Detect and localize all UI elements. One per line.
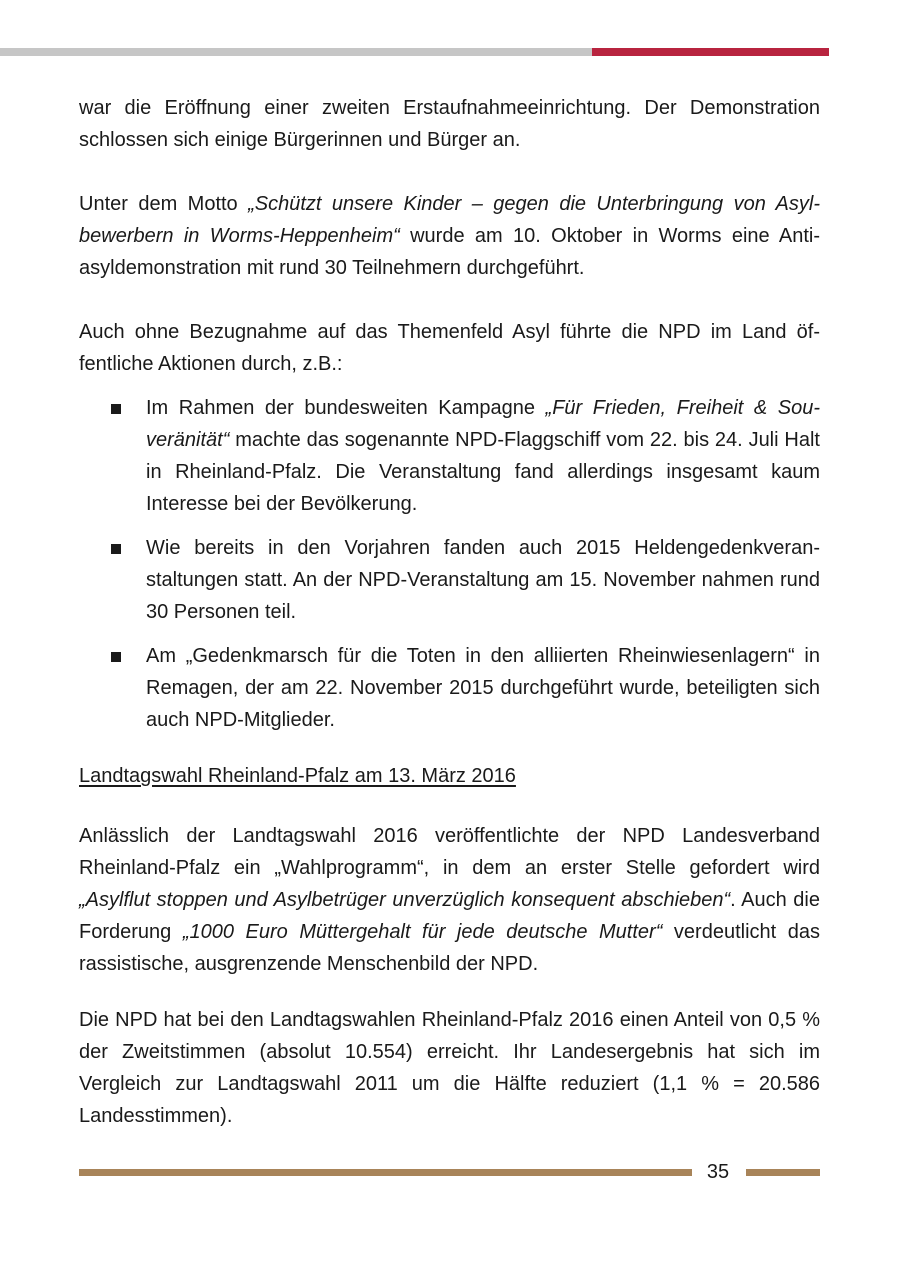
list-item xyxy=(79,640,820,736)
top-rule-red xyxy=(592,48,829,56)
list-item-text: Wie bereits in den Vorjahren fanden auch 2015 Heldengedenkveranstaltungen statt. An der NPD-Veranstaltung am 15. November nahmen rund 30 Personen teil. xyxy=(146,537,820,623)
paragraph-actions-intro: Auch ohne Bezugnahme auf das Themenfeld Asyl führte die NPD im Land öffentliche Aktionen durch, z.B.: xyxy=(79,321,820,375)
motto-rest: wurde am 10. Oktober in Worms eine Antiasyldemonstration mit rund 30 Teilnehmern durchgeführt. xyxy=(79,225,820,279)
list-item-text-b: machte das sogenannte NPD-Flaggschiff vom 22. bis 24. Juli Halt in Rheinland-Pfalz. Die Veranstaltung fand allerdings insgesamt kaum Interesse bei der Bevölkerung. xyxy=(146,429,820,515)
footer-rule-left xyxy=(79,1169,692,1176)
paragraph-motto xyxy=(79,188,820,284)
paragraph-demonstration: war die Eröffnung einer zweiten Erstaufnahmeeinrichtung. Der Demonstration schlossen sich einige Bürgerinnen und Bürger an. xyxy=(79,97,820,151)
program-quote-1: „Asylflut stoppen und Asylbetrüger unverzüglich konsequent abschieben“ xyxy=(79,889,731,911)
bullet-square-icon xyxy=(111,404,121,414)
program-text-b: . Auch die Forderung xyxy=(79,889,820,943)
paragraph-election-program xyxy=(79,820,820,980)
section-heading: Landtagswahl Rheinland-Pfalz am 13. März 2016 xyxy=(79,765,516,787)
campaign-quote: „Für Frieden, Freiheit & Souveränität“ xyxy=(146,397,820,451)
actions-list xyxy=(79,392,820,736)
list-item xyxy=(79,392,820,520)
program-text-a: Anlässlich der Landtagswahl 2016 veröffentlichte der NPD Landesverband Rheinland-Pfalz ein „Wahlprogramm“, in dem an erster Stelle gefordert wird xyxy=(79,825,820,879)
page-number: 35 xyxy=(706,1161,730,1183)
list-item xyxy=(79,532,820,628)
bullet-square-icon xyxy=(111,544,121,554)
list-item-text-a: Im Rahmen der bundesweiten Kampagne xyxy=(146,397,546,419)
paragraph-election-result: Die NPD hat bei den Landtagswahlen Rheinland-Pfalz 2016 einen Anteil von 0,5 % der Zweitstimmen (absolut 10.554) erreicht. Ihr Landesergebnis hat sich im Vergleich zur Landtagswahl 2011 um die Hälfte reduziert (1,1 % = 20.586 Landesstimmen). xyxy=(79,1009,820,1127)
list-item-text: Am „Gedenkmarsch für die Toten in den alliierten Rheinwiesenlagern“ in Remagen, der am 22. November 2015 durchgeführt wurde, beteiligten sich auch NPD-Mitglieder. xyxy=(146,645,820,731)
program-text-c: verdeutlicht das rassistische, ausgrenzende Menschenbild der NPD. xyxy=(79,921,820,975)
motto-intro: Unter dem Motto xyxy=(79,193,249,215)
bullet-square-icon xyxy=(111,652,121,662)
top-rule-grey xyxy=(0,48,592,56)
page-body xyxy=(79,92,820,1132)
motto-quote: „Schützt unsere Kinder – gegen die Unterbringung von Asylbewerbern in Worms-Heppenheim“ xyxy=(79,193,820,247)
footer-rule-right xyxy=(746,1169,820,1176)
program-quote-2: „1000 Euro Müttergehalt für jede deutsche Mutter“ xyxy=(182,921,663,943)
